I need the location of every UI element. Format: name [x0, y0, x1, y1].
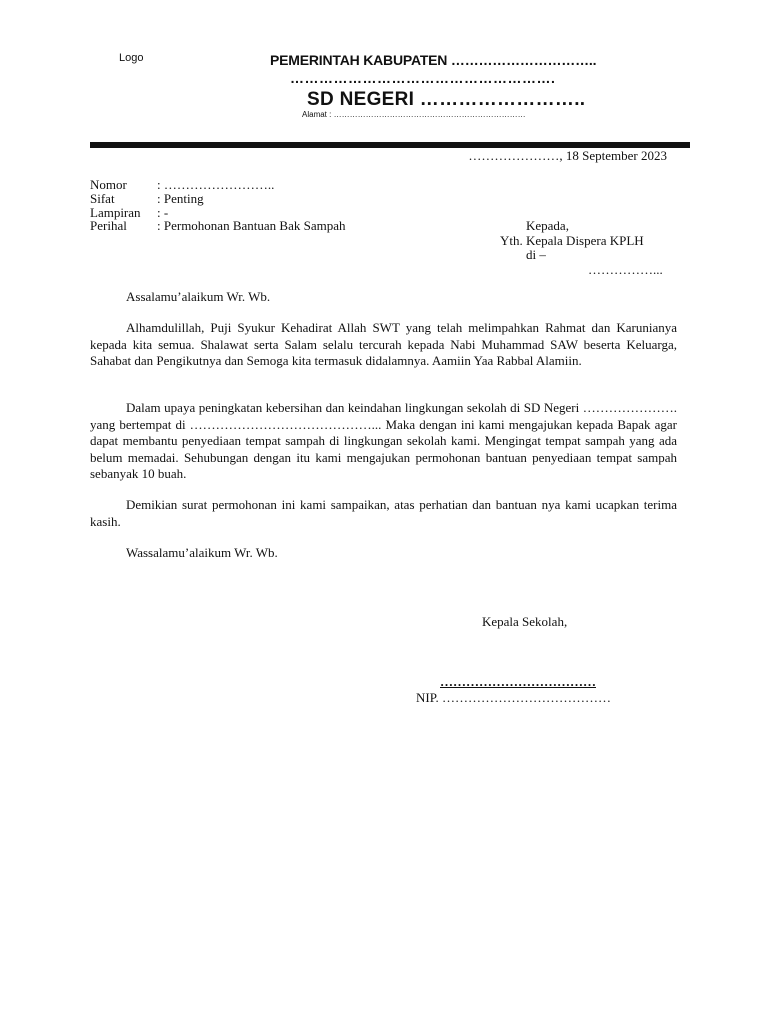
paragraph-opening: Alhamdulillah, Puji Syukur Kehadirat Allah SWT yang telah melimpahkan Rahmat dan Karunianya kepada kita semua. Shalawat serta Salam selalu tercurah kepada Nabi Muhammad SAW beserta Keluarga, Sahabat dan Pengikutnya dan Semoga kita termasuk didalamnya. Aamiin Yaa Rabbal Alamiin. — [90, 320, 677, 368]
greeting: Assalamu’alaikum Wr. Wb. — [126, 289, 271, 304]
meta-value: : …………………….. — [157, 177, 275, 192]
government-heading: PEMERINTAH KABUPATEN ………………………….. — [270, 52, 597, 68]
paragraph-request: Dalam upaya peningkatan kebersihan dan keindahan lingkungan sekolah di SD Negeri …………………. yang bertempat di ……………………………………... Maka dengan ini kami mengajukan kepada Bapak agar dapat membantu penyediaan tempat sampah di lingkungan sekolah kami. Mengingat tempat sampah yang ada belum memadai. Sehubungan dengan itu kami mengajukan permohonan bantuan penyediaan tempat sampah sebanyak 10 buah. — [90, 400, 677, 481]
government-heading-line2: ………………………………………………. — [290, 70, 556, 86]
recipient-kepada: Kepada, — [526, 218, 569, 233]
signature-title: Kepala Sekolah, — [482, 614, 568, 629]
school-name: SD NEGERI …………………….. — [307, 89, 586, 110]
signature-name: ……………………………… — [440, 674, 596, 689]
recipient-di: di – — [526, 247, 546, 262]
meta-label: Lampiran — [90, 205, 141, 220]
school-address: Alamat : ……………………………………………………………… — [302, 110, 526, 119]
closing-greeting: Wassalamu’alaikum Wr. Wb. — [126, 545, 278, 560]
meta-value: : Penting — [157, 191, 204, 206]
recipient-place: ……………... — [588, 262, 663, 277]
meta-value: : - — [157, 205, 169, 220]
paragraph-closing: Demikian surat permohonan ini kami sampaikan, atas perhatian dan bantuan nya kami ucapkan terima kasih. — [90, 497, 677, 529]
meta-perihal — [90, 218, 345, 234]
letter-date: …………………, 18 September 2023 — [468, 148, 667, 163]
logo-placeholder: Logo — [119, 52, 144, 64]
recipient-name: Yth. Kepala Dispera KPLH — [500, 233, 644, 248]
meta-value: : Permohonan Bantuan Bak Sampah — [157, 218, 346, 233]
meta-label: Sifat — [90, 191, 115, 206]
meta-label: Perihal — [90, 218, 127, 233]
meta-label: Nomor — [90, 177, 127, 192]
signature-nip: NIP. ………………………………… — [416, 690, 612, 705]
